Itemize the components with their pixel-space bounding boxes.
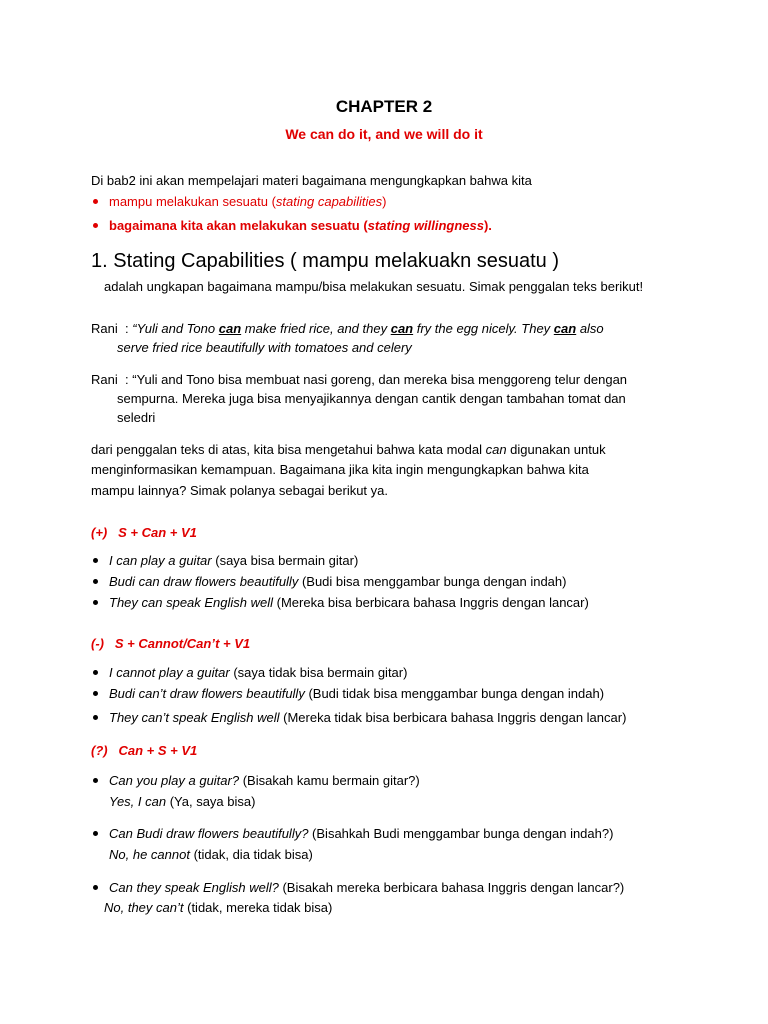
- answer-item-1: Yes, I can (Ya, saya bisa): [109, 794, 256, 809]
- section-description: adalah ungkapan bagaimana mampu/bisa melakukan sesuatu. Simak penggalan teks berikut!: [104, 279, 644, 294]
- dialog-id-line-1: Rani : “Yuli and Tono bisa membuat nasi goreng, dan mereka bisa menggoreng telur dengan: [91, 372, 628, 387]
- bullet-icon: [93, 778, 98, 783]
- negative-formula: (-) S + Cannot/Can’t + V1: [91, 636, 251, 651]
- explain-line-2: menginformasikan kemampuan. Bagaimana jika kita ingin mengungkapkan bahwa kita: [91, 462, 589, 477]
- explain-line-1: dari penggalan teks di atas, kita bisa mengetahui bahwa kata modal can digunakan untuk: [91, 442, 606, 457]
- chapter-title: CHAPTER 2: [335, 97, 433, 116]
- explain-line-3: mampu lainnya? Simak polanya sebagai berikut ya.: [91, 483, 389, 498]
- bullet-icon: [93, 558, 98, 563]
- question-item-2: Can Budi draw flowers beautifully? (Bisahkah Budi menggambar bunga dengan indah?): [109, 826, 614, 841]
- bullet-icon: [93, 691, 98, 696]
- dialog-en-line-2: serve fried rice beautifully with tomatoes and celery: [117, 340, 412, 355]
- dialog-id-line-2: sempurna. Mereka juga bisa menyajikannya dengan cantik dengan tambahan tomat dan: [117, 391, 626, 406]
- question-item-3: Can they speak English well? (Bisakah mereka berbicara bahasa Inggris dengan lancar?): [109, 880, 625, 895]
- speaker-name: Rani: [91, 321, 118, 336]
- dialog-en-line-1: Rani : “Yuli and Tono can make fried rice, and they can fry the egg nicely. They can also: [91, 321, 604, 336]
- bullet-icon: [93, 223, 98, 228]
- negative-item-1: I cannot play a guitar (saya tidak bisa bermain gitar): [109, 665, 408, 680]
- negative-item-2: Budi can’t draw flowers beautifully (Budi tidak bisa menggambar bunga dengan indah): [109, 686, 605, 701]
- bullet-icon: [93, 600, 98, 605]
- negative-item-3: They can’t speak English well (Mereka tidak bisa berbicara bahasa Inggris dengan lancar): [109, 710, 627, 725]
- question-formula: (?) Can + S + V1: [91, 743, 198, 758]
- positive-item-2: Budi can draw flowers beautifully (Budi bisa menggambar bunga dengan indah): [109, 574, 567, 589]
- speaker-name: Rani: [91, 372, 118, 387]
- intro-text: Di bab2 ini akan mempelajari materi bagaimana mengungkapkan bahwa kita: [91, 173, 532, 188]
- bullet-icon: [93, 199, 98, 204]
- answer-item-3: No, they can’t (tidak, mereka tidak bisa): [104, 900, 333, 915]
- chapter-subtitle: We can do it, and we will do it: [285, 126, 483, 142]
- positive-item-1: I can play a guitar (saya bisa bermain gitar): [109, 553, 359, 568]
- answer-item-2: No, he cannot (tidak, dia tidak bisa): [109, 847, 313, 862]
- bullet-icon: [93, 670, 98, 675]
- bullet-icon: [93, 885, 98, 890]
- positive-item-3: They can speak English well (Mereka bisa berbicara bahasa Inggris dengan lancar): [109, 595, 589, 610]
- dialog-id-line-3: seledri: [117, 410, 156, 425]
- bullet-icon: [93, 715, 98, 720]
- positive-formula: (+) S + Can + V1: [91, 525, 197, 540]
- intro-bullet-1: mampu melakukan sesuatu (stating capabilities): [109, 194, 387, 209]
- section-heading: 1. Stating Capabilities ( mampu melakuakn sesuatu ): [91, 250, 560, 272]
- intro-bullet-2: bagaimana kita akan melakukan sesuatu (stating willingness).: [109, 218, 492, 233]
- bullet-icon: [93, 831, 98, 836]
- question-item-1: Can you play a guitar? (Bisakah kamu bermain gitar?): [109, 773, 420, 788]
- bullet-icon: [93, 579, 98, 584]
